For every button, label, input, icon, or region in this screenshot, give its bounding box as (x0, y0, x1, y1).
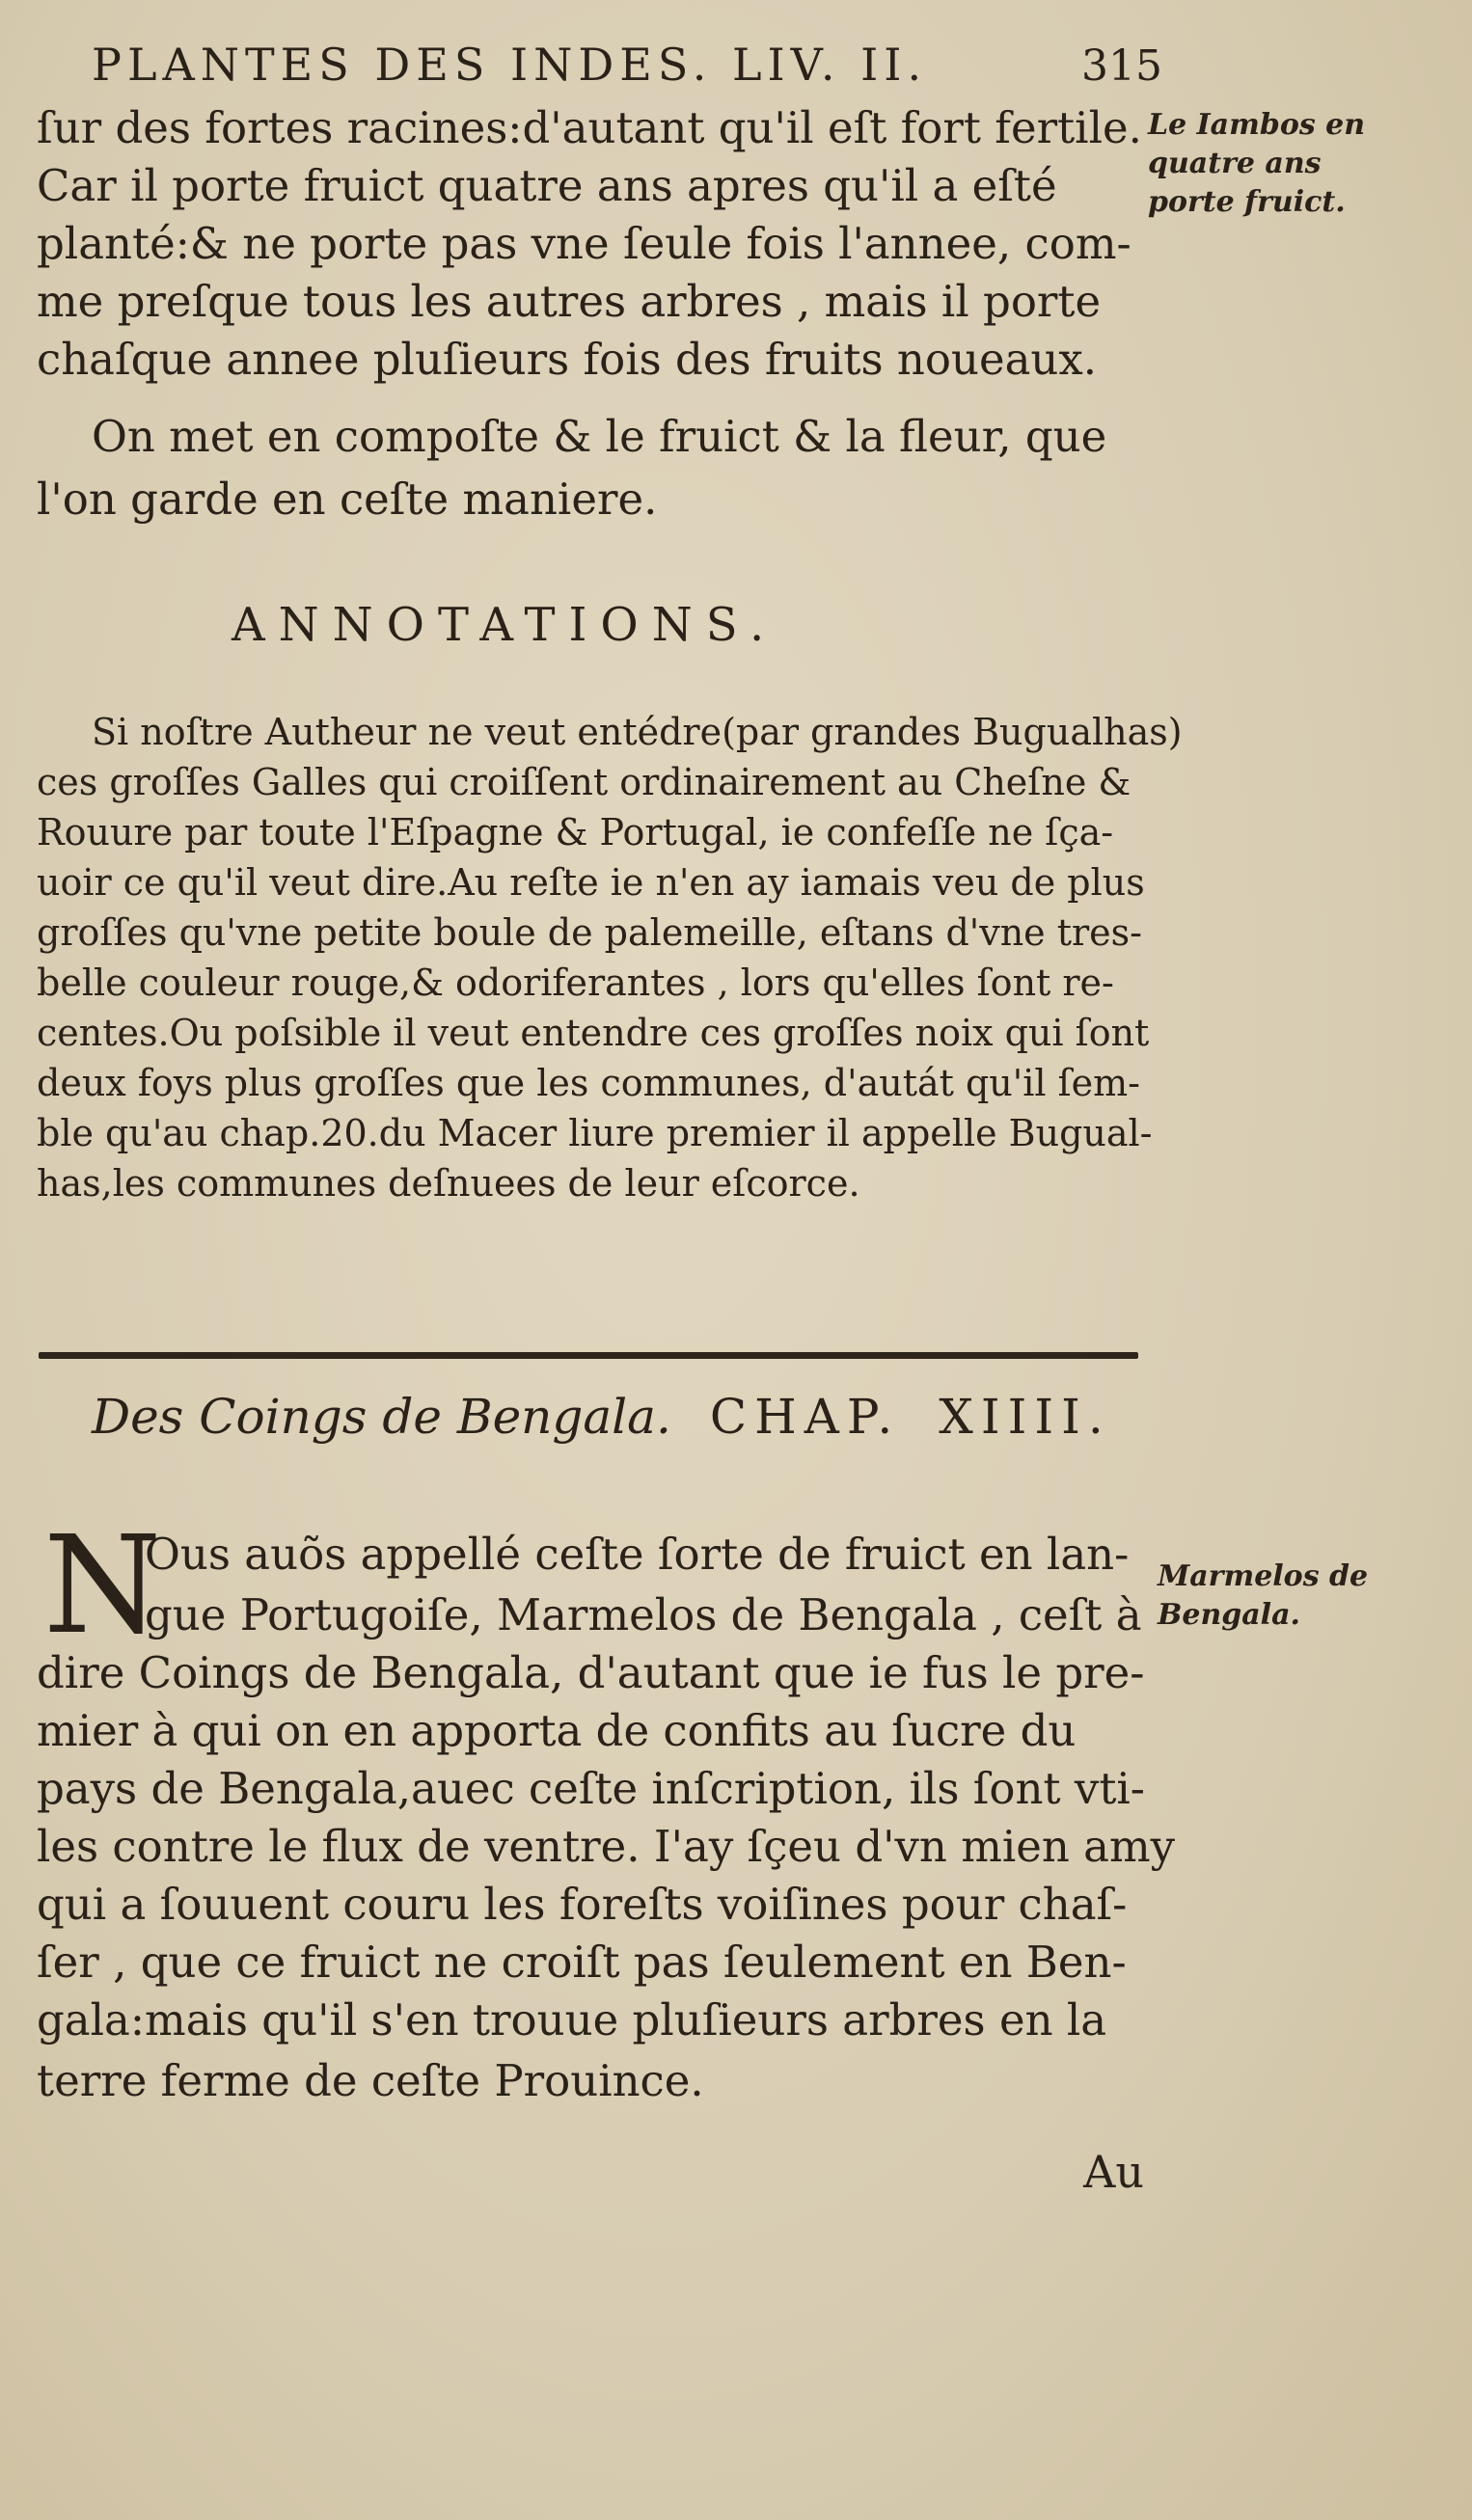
page-header (92, 39, 1162, 91)
chapter-line: Ous auõs appellé ceſte ſorte de fruict en lan- (145, 1529, 1130, 1580)
chapter-title: Des Coings de Bengala. (92, 1389, 671, 1445)
annotation-line: uoir ce qu'il veut dire.Au reſte ie n'en ay iamais veu de plus (37, 861, 1145, 904)
annotation-line: deux foys plus groſſes que les communes, d'autát qu'il ſem- (37, 1062, 1141, 1104)
annotation-line: centes.Ou poſsible il veut entendre ces groſſes noix qui ſont (37, 1012, 1150, 1054)
chapter-line: gue Portugoiſe, Marmelos de Bengala , ceſt à (145, 1589, 1142, 1640)
chapter-line: les contre le flux de ventre. I'ay ſçeu d'vn mien amy (37, 1821, 1176, 1872)
annotation-line: groſſes qu'vne petite boule de palemeille, eſtans d'vne tres- (37, 911, 1143, 954)
chapter-line: terre ferme de ceſte Prouince. (37, 2055, 704, 2106)
annotation-line: Rouure par toute l'Eſpagne & Portugal, ie confeſſe ne ſça- (37, 811, 1114, 854)
page-number: 315 (1081, 41, 1162, 91)
annotation-line: belle couleur rouge,& odoriferantes , lors qu'elles ſont re- (37, 962, 1114, 1004)
body-line: chaſque annee pluſieurs fois des fruits noueaux. (37, 334, 1098, 385)
chapter-heading (92, 1389, 1111, 1445)
body-line: On met en compoſte & le fruict & la fleur, que (92, 411, 1107, 462)
chapter-number: XIIII. (939, 1389, 1111, 1445)
chapter-line: gala:mais qu'il s'en trouue pluſieurs arbres en la (37, 1994, 1107, 2046)
annotation-line: has,les communes deſnuees de leur eſcorce. (37, 1162, 860, 1205)
annotation-line: Si noſtre Autheur ne veut entédre(par grandes Bugualhas) (92, 711, 1183, 753)
margin-note-line: Marmelos de (1158, 1559, 1369, 1593)
chapter-line: ſer , que ce fruict ne croiſt pas ſeulement en Ben- (37, 1937, 1127, 1988)
section-rule (39, 1352, 1138, 1359)
chapter-line: pays de Bengala,auec ceſte inſcription, ils ſont vti- (37, 1763, 1145, 1814)
margin-note-line: porte fruict. (1148, 185, 1346, 219)
chapter-line: mier à qui on en apporta de confits au ſucre du (37, 1705, 1077, 1756)
margin-note-line: Le Iambos en (1148, 108, 1366, 142)
margin-note-marmelos (1158, 1558, 1368, 1635)
margin-note-line: quatre ans (1148, 147, 1322, 180)
body-line: ſur des fortes racines:d'autant qu'il eſt fort fertile. (37, 102, 1142, 153)
drop-cap: N (43, 1507, 162, 1665)
body-line: Car il porte fruict quatre ans apres qu'il a eſté (37, 160, 1057, 211)
body-line: planté:& ne porte pas vne ſeule fois l'annee, com- (37, 218, 1131, 269)
margin-note-line: Bengala. (1158, 1598, 1300, 1632)
annotation-line: ble qu'au chap.20.du Macer liure premier il appelle Bugual- (37, 1112, 1153, 1154)
body-line: me preſque tous les autres arbres , mais il porte (37, 276, 1102, 327)
catchword: Au (1083, 2146, 1144, 2198)
body-line: l'on garde en ceſte maniere. (37, 474, 658, 525)
running-title: PLANTES DES INDES. LIV. II. (92, 39, 928, 91)
annotations-heading: ANNOTATIONS. (232, 598, 778, 652)
margin-note-iambos (1148, 106, 1365, 222)
chapter-label: CHAP. (709, 1389, 901, 1445)
chapter-line: dire Coings de Bengala, d'autant que ie fus le pre- (37, 1647, 1145, 1698)
chapter-line: qui a ſouuent couru les foreſts voiſines pour chaſ- (37, 1879, 1128, 1930)
annotation-line: ces groſſes Galles qui croiſſent ordinairement au Cheſne & (37, 761, 1131, 803)
